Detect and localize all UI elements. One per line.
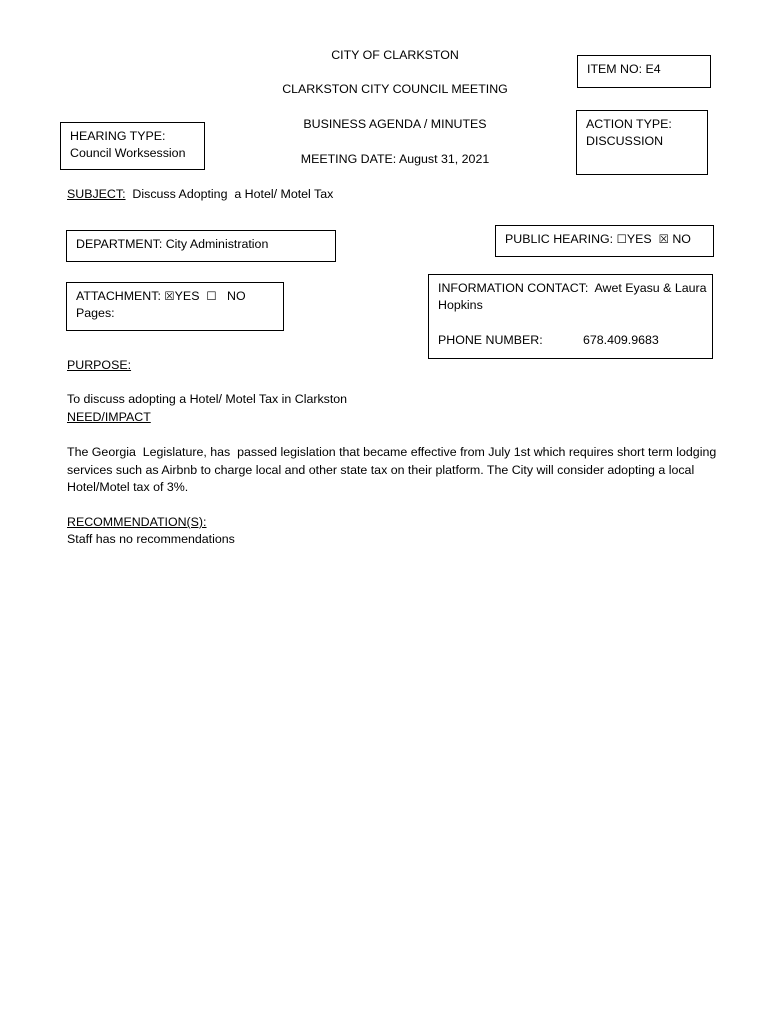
action-type-label: ACTION TYPE: xyxy=(586,117,672,131)
meeting-title: CLARKSTON CITY COUNCIL MEETING xyxy=(282,82,508,96)
public-hearing-yes-label: YES xyxy=(626,232,652,246)
subject-value: Discuss Adopting a Hotel/ Motel Tax xyxy=(132,187,334,201)
public-hearing-no-label: NO xyxy=(672,232,691,246)
contact-line-1: INFORMATION CONTACT: Awet Eyasu & Laura xyxy=(438,281,707,295)
item-number: ITEM NO: E4 xyxy=(587,62,661,76)
attachment-row xyxy=(76,288,274,305)
department: DEPARTMENT: City Administration xyxy=(76,237,269,251)
subject-line xyxy=(67,186,333,203)
attachment-box xyxy=(66,282,284,331)
information-contact-box xyxy=(428,274,713,359)
hearing-type-box xyxy=(60,122,205,170)
attachment-yes-checkbox[interactable]: ☒ xyxy=(164,289,175,303)
city-title: CITY OF CLARKSTON xyxy=(331,48,459,62)
public-hearing-no-checkbox[interactable]: ☒ xyxy=(658,232,669,246)
recommendation-heading: RECOMMENDATION(S): xyxy=(67,515,207,529)
attachment-yes-label: YES xyxy=(174,289,200,303)
public-hearing-label: PUBLIC HEARING: xyxy=(505,232,614,246)
purpose-text: To discuss adopting a Hotel/ Motel Tax in Clarkston xyxy=(67,392,348,406)
attachment-pages: Pages: xyxy=(76,306,115,320)
department-box xyxy=(66,230,336,262)
action-type-value: DISCUSSION xyxy=(586,134,664,148)
meeting-date: MEETING DATE: August 31, 2021 xyxy=(300,152,490,166)
phone-row xyxy=(438,332,703,349)
contact-line-2: Hopkins xyxy=(438,298,483,312)
hearing-type-label: HEARING TYPE: xyxy=(70,129,166,143)
agenda-title: BUSINESS AGENDA / MINUTES xyxy=(303,117,487,131)
public-hearing-box xyxy=(495,225,714,257)
subject-label: SUBJECT: xyxy=(67,187,126,201)
recommendation-text: Staff has no recommendations xyxy=(67,532,235,546)
phone-number: 678.409.9683 xyxy=(583,333,659,347)
item-number-box xyxy=(577,55,711,88)
attachment-label: ATTACHMENT: xyxy=(76,289,161,303)
need-impact-text: The Georgia Legislature, has passed legislation that became effective from July 1st which requires short term lodging services such as Airbnb to charge local and other state tax on their platform. The City will consider adopting a local Hotel/Motel tax of 3%. xyxy=(67,445,720,494)
purpose-heading: PURPOSE: xyxy=(67,358,132,372)
attachment-no-label: NO xyxy=(227,289,246,303)
public-hearing-yes-checkbox[interactable]: ☐ xyxy=(616,232,627,246)
hearing-type-value: Council Worksession xyxy=(70,146,186,160)
attachment-no-checkbox[interactable]: ☐ xyxy=(206,289,217,303)
phone-label: PHONE NUMBER: xyxy=(438,333,543,347)
need-impact-heading: NEED/IMPACT xyxy=(67,410,151,424)
action-type-box xyxy=(576,110,708,175)
